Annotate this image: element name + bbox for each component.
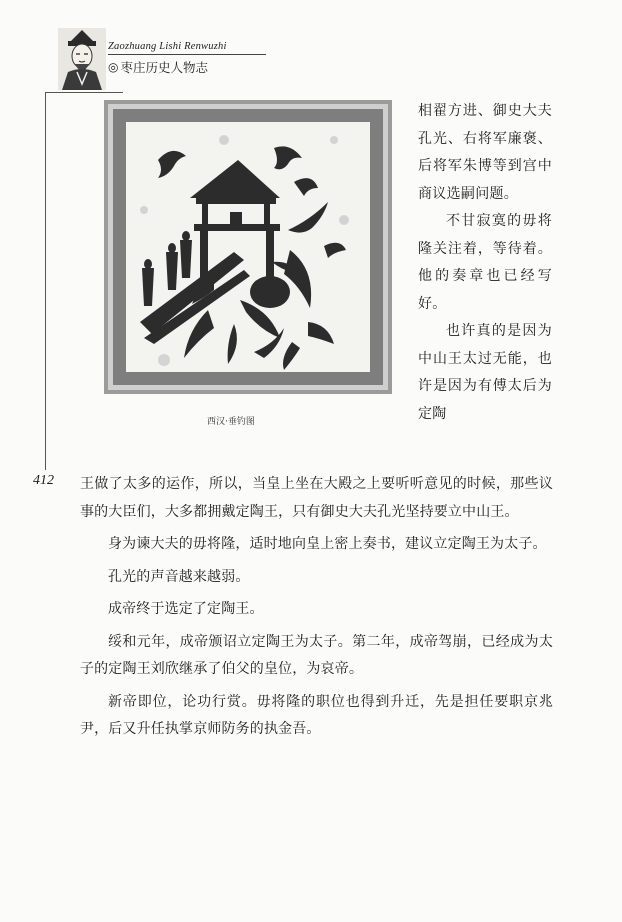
body-paragraph: 新帝即位，论功行赏。毋将隆的职位也得到升迁，先是担任要职京兆尹，后又升任执掌京师防务的执金吾。 xyxy=(80,693,553,737)
side-paragraph: 相翟方进、御史大夫孔光、右将军廉褒、后将军朱博等到宫中商议选嗣问题。 xyxy=(418,103,552,202)
body-paragraph: 身为谏大夫的毋将隆，适时地向皇上密上奏书，建议立定陶王为太子。 xyxy=(108,536,547,552)
continuation-paragraph: 王做了太多的运作，所以，当皇上坐在大殿之上要听听意见的时候，那些议事的大臣们，大多都拥戴定陶王，只有御史大夫孔光坚持要立中山王。 xyxy=(80,476,553,520)
series-title-text: 枣庄历史人物志 xyxy=(120,60,208,75)
bullet-circle-icon: ◎ xyxy=(108,60,119,74)
body-paragraph: 孔光的声音越来越弱。 xyxy=(108,568,250,585)
side-paragraph: 不甘寂寞的毋将隆关注着，等待着。他的奏章也已经写好。 xyxy=(418,213,552,312)
fishing-scene-image xyxy=(104,100,392,394)
margin-vertical-rule xyxy=(45,92,46,470)
margin-horizontal-rule xyxy=(45,92,123,93)
series-title xyxy=(108,58,208,76)
series-latin-title: Zaozhuang Lishi Renwuzhi xyxy=(108,41,227,52)
header-rule xyxy=(108,54,266,55)
body-paragraph: 绥和元年，成帝颁诏立定陶王为太子。第二年，成帝驾崩，已经成为太子的定陶王刘欣继承了伯父的皇位，为哀帝。 xyxy=(80,633,553,677)
main-text-column xyxy=(80,471,553,744)
author-portrait-image xyxy=(58,28,106,90)
body-paragraph: 成帝终于选定了定陶王。 xyxy=(108,601,264,617)
page-number: 412 xyxy=(33,473,54,488)
side-paragraph: 也许真的是因为中山王太过无能，也许是因为有傅太后为定陶 xyxy=(418,323,552,422)
figure-caption: 西汉·垂钓图 xyxy=(207,417,255,427)
side-text-column xyxy=(418,98,552,428)
